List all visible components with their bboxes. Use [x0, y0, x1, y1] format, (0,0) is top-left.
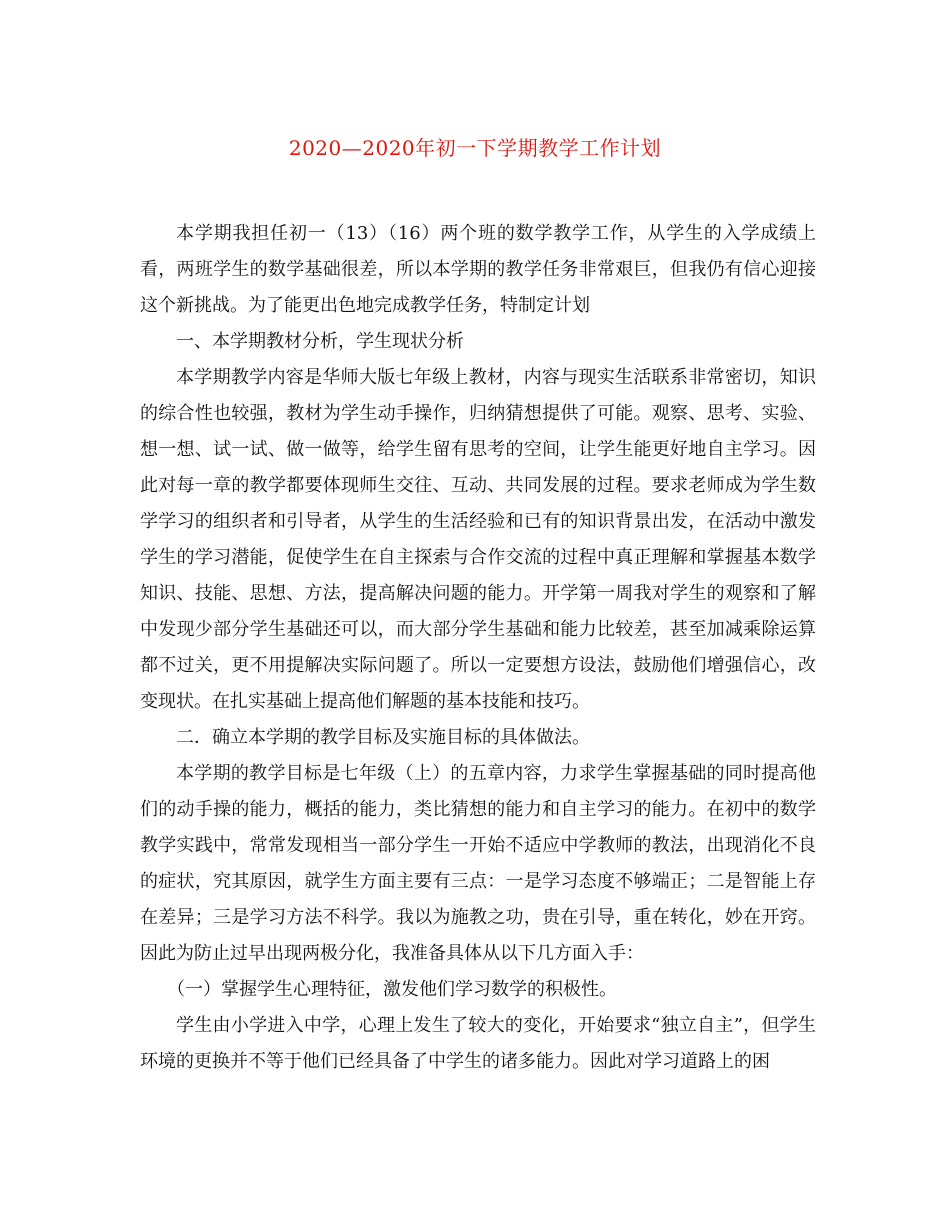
paragraph-intro: 本学期我担任初一（13）（16）两个班的数学教学工作，从学生的入学成绩上看，两班学生的数学基础很差，所以本学期的教学任务非常艰巨，但我仍有信心迎接这个新挑战。为了能更出色地完成教学任务，特制定计划 — [140, 223, 816, 316]
paragraph-teaching-goals: 本学期的教学目标是七年级（上）的五章内容，力求学生掌握基础的同时提高他们的动手操的能力，概括的能力，类比猜想的能力和自主学习的能力。在初中的数学教学实践中，常常发现相当一部分学生一开始不适应中学教师的教法，出现消化不良的症状，究其原因，就学生方面主要有三点：一是学习态度不够端正；二是智能上存在差异；三是学习方法不科学。我以为施教之功，贵在引导，重在转化，妙在开窍。因此为防止过早出现两极分化，我准备具体从以下几方面入手： — [140, 763, 816, 964]
section-heading-2: 二．确立本学期的教学目标及实施目标的具体做法。 — [176, 727, 590, 748]
paragraph-textbook-analysis: 本学期教学内容是华师大版七年级上教材，内容与现实生活联系非常密切，知识的综合性也较强，教材为学生动手操作，归纳猜想提供了可能。观察、思考、实验、想一想、试一试、做一做等，给学生留有思考的空间，让学生能更好地自主学习。因此对每一章的教学都要体现师生交往、互动、共同发展的过程。要求老师成为学生数学学习的组织者和引导者，从学生的生活经验和已有的知识背景出发，在活动中激发学生的学习潜能，促使学生在自主探索与合作交流的过程中真正理解和掌握基本数学知识、技能、思想、方法，提高解决问题的能力。开学第一周我对学生的观察和了解中发现少部分学生基础还可以，而大部分学生基础和能力比较差，甚至加减乘除运算都不过关，更不用提解决实际问题了。所以一定要想方设法，鼓励他们增强信心，改变现状。在扎实基础上提高他们解题的基本技能和技巧。 — [140, 367, 816, 712]
paragraph-student-psychology: 学生由小学进入中学，心理上发生了较大的变化，开始要求“独立自主”，但学生环境的更换并不等于他们已经具备了中学生的诸多能力。因此对学习道路上的困 — [140, 1015, 816, 1072]
document-title: 2020—2020年初一下学期教学工作计划 — [288, 136, 662, 160]
document-body — [140, 216, 816, 1080]
subsection-heading-1: （一）掌握学生心理特征，激发他们学习数学的积极性。 — [167, 979, 617, 1000]
section-heading-1: 一、本学期教材分析，学生现状分析 — [176, 331, 464, 352]
